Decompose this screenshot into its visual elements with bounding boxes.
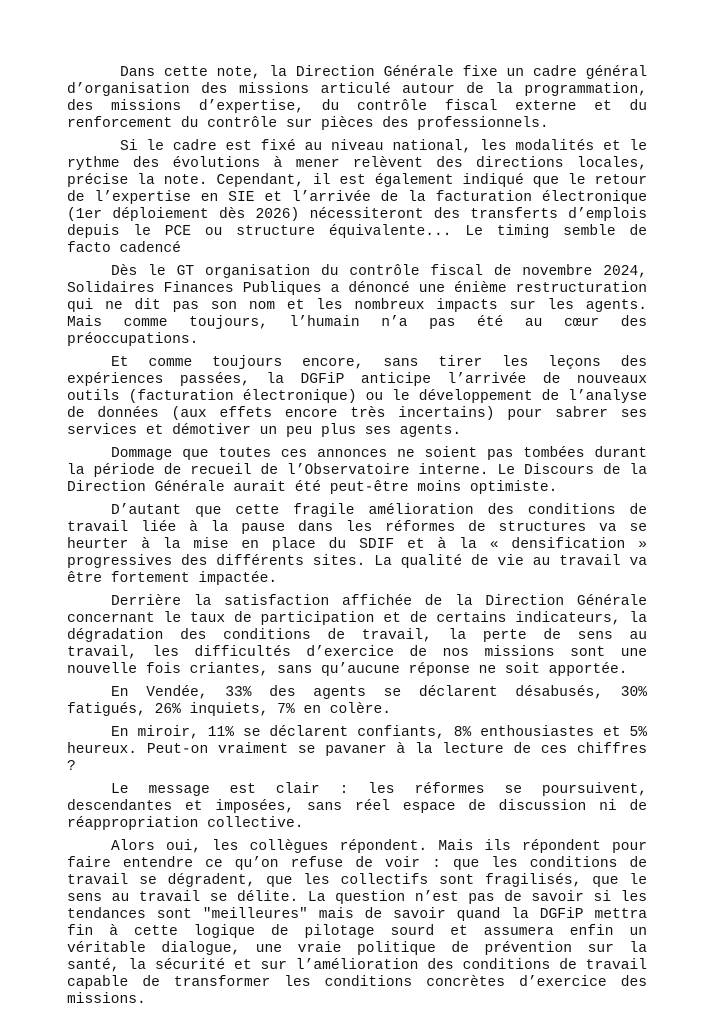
paragraph-conclusion: Alors oui, les collègues répondent. Mais ils répondent pour faire entendre ce qu’on refuse de voir : que les conditions de travail se dégradent, que les collectifs sont fragilisés, que le sens au travail se délite. La question n’est pas de savoir si les tendances sont "meilleures" mais de savoir quand la DGFiP mettra fin à cette logique de pilotage sourd et assumera enfin un véritable dialogue, une vraie politique de prévention sur la santé, la sécurité et sur l’amélioration des conditions de travail capable de transformer les conditions concrètes d’exercice des missions. bbox=[67, 839, 647, 1008]
paragraph-gt-organisation: Dès le GT organisation du contrôle fiscal de novembre 2024, Solidaires Finances Publiques a dénoncé une énième restructuration qui ne dit pas son nom et les nombreux impacts sur les agents. Mais comme toujours, l’humain n’a pas été au cœur des préoccupations. bbox=[67, 264, 647, 348]
paragraph-message: Le message est clair : les réformes se poursuivent, descendantes et imposées, sans réel espace de discussion ni de réappropriation collective. bbox=[67, 782, 647, 832]
paragraph-vendee-stats: En Vendée, 33% des agents se déclarent désabusés, 30% fatigués, 26% inquiets, 7% en colère. bbox=[67, 685, 647, 718]
paragraph-past-experiences: Et comme toujours encore, sans tirer les leçons des expériences passées, la DGFiP anticipe l’arrivée de nouveaux outils (facturation électronique) ou le développement de l’analyse de données (aux effets encore très incertains) pour sabrer ses services et démotiver un peu plus ses agents. bbox=[67, 355, 647, 439]
paragraph-sdif: D’autant que cette fragile amélioration des conditions de travail liée à la pause dans les réformes de structures va se heurter à la mise en place du SDIF et à la « densification » progressives des différents sites. La qualité de vie au travail va être fortement impactée. bbox=[67, 503, 647, 587]
document-body bbox=[67, 65, 647, 1015]
paragraph-national-framework: Si le cadre est fixé au niveau national, les modalités et le rythme des évolutions à mener relèvent des directions locales, précise la note. Cependant, il est également indiqué que le retour de l’expertise en SIE et l’arrivée de la facturation électronique (1er déploiement dès 2026) nécessiteront des transferts d’emplois depuis le PCE ou structure équivalente... Le timing semble de facto cadencé bbox=[67, 139, 647, 257]
paragraph-observatoire: Dommage que toutes ces annonces ne soient pas tombées durant la période de recueil de l’Observatoire interne. Le Discours de la Direction Générale aurait été peut-être moins optimiste. bbox=[67, 446, 647, 496]
paragraph-intro: Dans cette note, la Direction Générale fixe un cadre général d’organisation des missions articulé autour de la programmation, des missions d’expertise, du contrôle fiscal externe et du renforcement du contrôle sur pièces des professionnels. bbox=[67, 65, 647, 132]
paragraph-satisfaction: Derrière la satisfaction affichée de la Direction Générale concernant le taux de participation et de certains indicateurs, la dégradation des conditions de travail, la perte de sens au travail, les difficultés d’exercice de nos missions sont une nouvelle fois criantes, sans qu’aucune réponse ne soit apportée. bbox=[67, 594, 647, 678]
paragraph-mirror-stats: En miroir, 11% se déclarent confiants, 8% enthousiastes et 5% heureux. Peut-on vraiment se pavaner à la lecture de ces chiffres ? bbox=[67, 725, 647, 775]
